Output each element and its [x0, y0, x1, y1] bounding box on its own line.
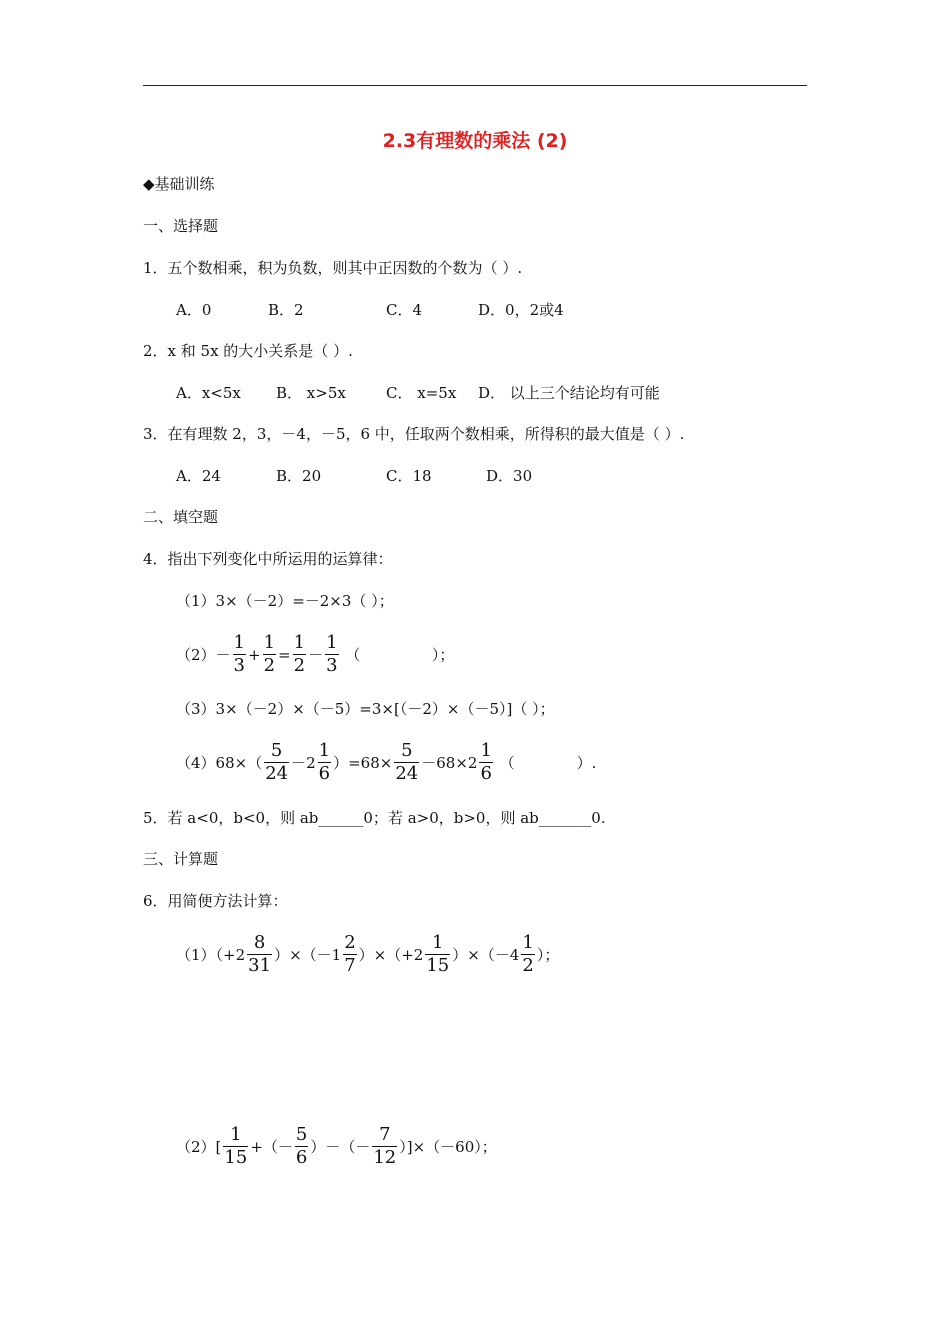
option-b: B．2	[268, 301, 304, 319]
fraction: 7 12	[373, 1124, 397, 1168]
option-c: C．18	[386, 467, 432, 485]
question-5: 5．若 a<0，b<0，则 ab______0；若 a>0，b>0，则 ab_______0.	[143, 809, 606, 827]
fraction: 1 6	[480, 740, 492, 784]
question-6-part-1: （1）（+2 8 31 ）×（－1 2 7 ）×（+2 1 15 ）×（－4 1 2 ）；	[176, 932, 560, 976]
fraction: 1 6	[318, 740, 331, 784]
option-a: A．0	[176, 301, 212, 319]
option-a: A．24	[176, 467, 221, 485]
option-d: D． 以上三个结论均有可能	[478, 384, 660, 402]
option-c: C． x=5x	[386, 384, 457, 402]
section-fill-heading: 二、填空题	[143, 508, 219, 526]
section-calc-heading: 三、计算题	[143, 850, 219, 868]
question-3-stem: 3．在有理数 2，3，－4，－5，6 中，任取两个数相乘，所得积的最大值是（ ）.	[143, 425, 685, 443]
option-c: C．4	[386, 301, 423, 319]
fraction: 1 15	[426, 932, 450, 976]
fraction: $\frac{1}{2}$	[293, 632, 306, 676]
page-title: 2.3有理数的乘法 (2)	[382, 130, 568, 152]
section-choice-heading: 一、选择题	[143, 217, 219, 235]
fraction: 1 3	[326, 632, 338, 676]
option-d: D．0，2或4	[478, 301, 564, 319]
question-6-stem: 6．用简便方法计算：	[143, 892, 288, 910]
fraction: 5 24	[265, 740, 289, 784]
question-2-stem: 2．x 和 5x 的大小关系是（ ）.	[143, 342, 353, 360]
fraction: 2 7	[344, 932, 356, 976]
option-b: B． x>5x	[276, 384, 346, 402]
question-4-part-3: （3）3×（－2）×（－5）=3×[（－2）×（－5）]（ ）；	[176, 700, 555, 718]
question-4-part-4: （4）68×（ 5 24 －2 1 6 ）=68× $\frac{5}{24}$ －68×2 1 6 （ ）.	[176, 740, 597, 784]
question-6-part-2: （2）[ 1 15 +（－ 5 6 ）－（－ 7 12 ）]×（－60）；	[176, 1124, 497, 1168]
question-4-part-2: （2）－ 1 3 + $\frac{1}{2}$ = $\frac{1}{2}$ － 1 3 （ ）；	[176, 632, 455, 676]
fraction: 8 31	[248, 932, 272, 976]
fraction: 1 3	[233, 632, 245, 676]
question-4-part-1: （1）3×（－2）=－2×3（ ）；	[176, 592, 394, 610]
fraction: 1 2	[522, 932, 534, 976]
option-b: B．20	[276, 467, 322, 485]
header-rule	[143, 85, 807, 86]
option-a: A．x<5x	[176, 384, 241, 402]
question-4-stem: 4．指出下列变化中所运用的运算律：	[143, 550, 393, 568]
question-1-stem: 1．五个数相乘，积为负数，则其中正因数的个数为（ ）.	[143, 259, 523, 277]
fraction: 5 6	[295, 1124, 308, 1168]
section-basic-training: ◆基础训练	[143, 175, 215, 193]
fraction: $\frac{5}{24}$	[395, 740, 419, 784]
fraction: $\frac{1}{2}$	[263, 632, 276, 676]
option-d: D．30	[486, 467, 533, 485]
fraction: 1 15	[224, 1124, 248, 1168]
